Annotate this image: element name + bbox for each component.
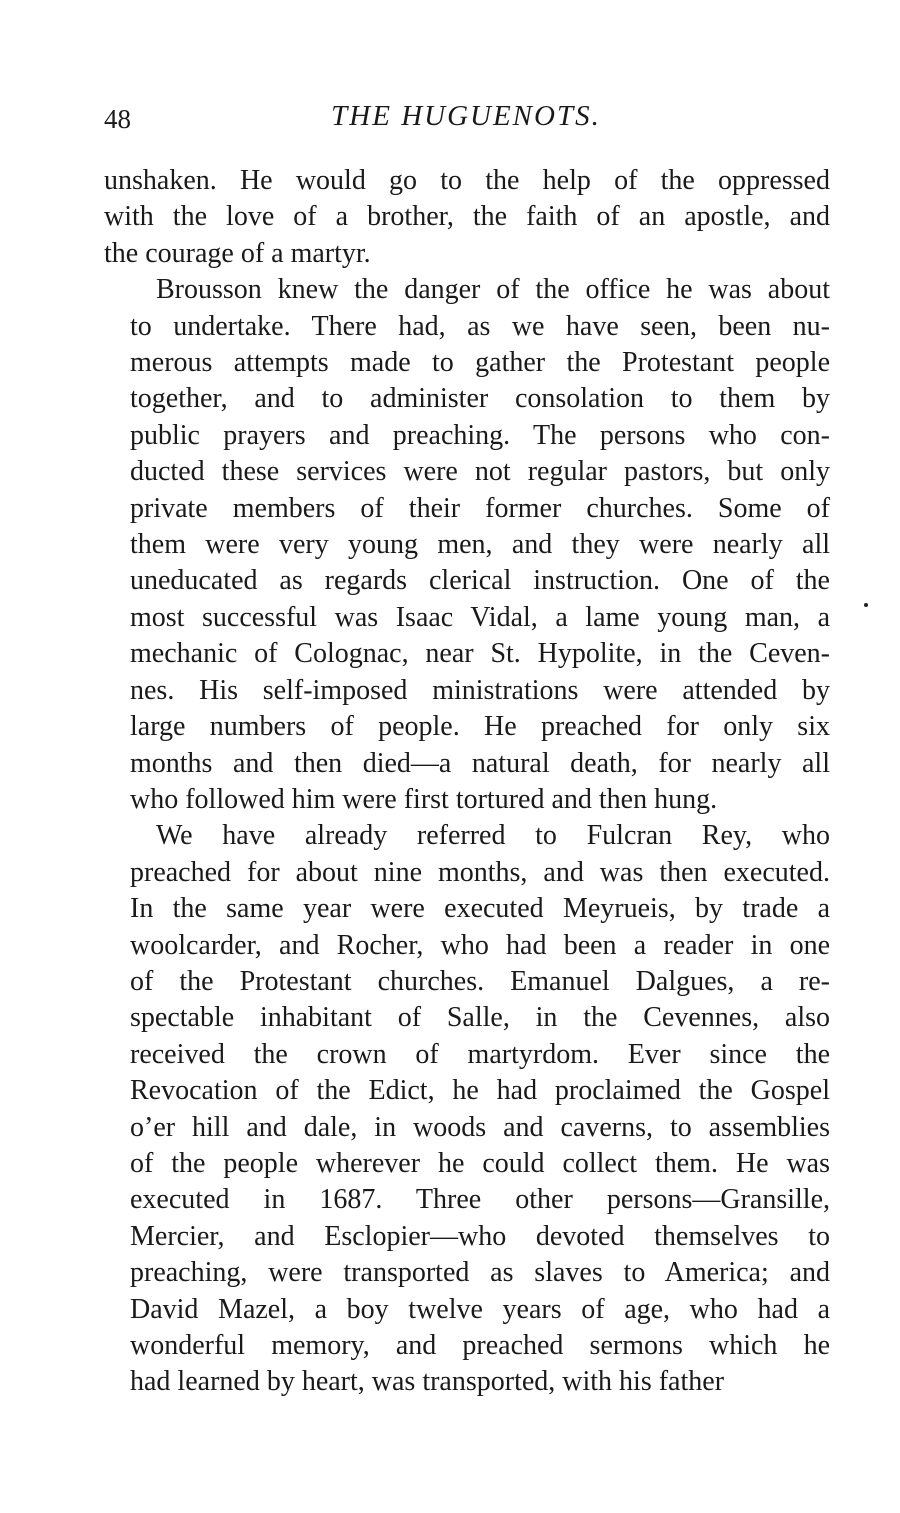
body-text bbox=[104, 163, 830, 1401]
text-line: together, and to administer consolation to them by bbox=[130, 383, 830, 415]
text-line: public prayers and preaching. The persons who con- bbox=[130, 419, 830, 451]
text-line: merous attempts made to gather the Protestant people bbox=[130, 347, 830, 379]
page-number: 48 bbox=[104, 104, 131, 134]
paragraph bbox=[104, 818, 830, 1401]
paragraph bbox=[104, 272, 830, 818]
text-line: had learned by heart, was transported, with his father bbox=[130, 1366, 725, 1398]
printed-speck bbox=[864, 603, 868, 607]
text-line: preached for about nine months, and was then executed. bbox=[130, 856, 830, 888]
text-line: the courage of a martyr. bbox=[104, 237, 371, 269]
text-line: o’er hill and dale, in woods and caverns, to assemblies bbox=[130, 1111, 830, 1143]
text-line: Mercier, and Esclopier—who devoted themselves to bbox=[130, 1220, 830, 1252]
text-line: who followed him were first tortured and then hung. bbox=[130, 783, 718, 815]
text-line: private members of their former churches. Some of bbox=[130, 492, 830, 524]
text-line: In the same year were executed Meyrueis, by trade a bbox=[130, 893, 830, 925]
text-line: most successful was Isaac Vidal, a lame young man, a bbox=[130, 601, 830, 633]
text-line: woolcarder, and Rocher, who had been a reader in one bbox=[130, 929, 830, 961]
text-line: We have already referred to Fulcran Rey, who bbox=[156, 820, 830, 852]
text-line: unshaken. He would go to the help of the oppressed bbox=[104, 165, 830, 196]
text-line: uneducated as regards clerical instruction. One of the bbox=[130, 565, 830, 597]
page-header bbox=[104, 100, 828, 140]
text-line: spectable inhabitant of Salle, in the Cevennes, also bbox=[130, 1002, 830, 1034]
text-line: preaching, were transported as slaves to America; and bbox=[130, 1257, 830, 1289]
text-line: David Mazel, a boy twelve years of age, who had a bbox=[130, 1293, 830, 1325]
text-line: with the love of a brother, the faith of an apostle, and bbox=[104, 201, 830, 233]
text-line: large numbers of people. He preached for only six bbox=[130, 711, 830, 743]
text-line: mechanic of Colognac, near St. Hypolite, in the Ceven- bbox=[130, 638, 830, 670]
text-line: executed in 1687. Three other persons—Gransille, bbox=[130, 1184, 830, 1216]
text-line: nes. His self-imposed ministrations were attended by bbox=[130, 674, 830, 706]
text-line: months and then died—a natural death, for nearly all bbox=[130, 747, 830, 779]
text-line: ducted these services were not regular pastors, but only bbox=[130, 456, 830, 488]
paragraph bbox=[104, 163, 830, 272]
text-line: wonderful memory, and preached sermons which he bbox=[130, 1330, 830, 1361]
text-line: Brousson knew the danger of the office he was about bbox=[156, 274, 830, 306]
text-line: of the Protestant churches. Emanuel Dalgues, a re- bbox=[130, 965, 830, 997]
text-line: of the people wherever he could collect them. He was bbox=[130, 1147, 830, 1179]
text-line: received the crown of martyrdom. Ever since the bbox=[130, 1038, 830, 1070]
text-line: them were very young men, and they were nearly all bbox=[130, 529, 830, 561]
text-line: to undertake. There had, as we have seen, been nu- bbox=[130, 310, 830, 342]
running-head: THE HUGUENOTS. bbox=[331, 100, 601, 132]
text-line: Revocation of the Edict, he had proclaimed the Gospel bbox=[130, 1075, 830, 1107]
